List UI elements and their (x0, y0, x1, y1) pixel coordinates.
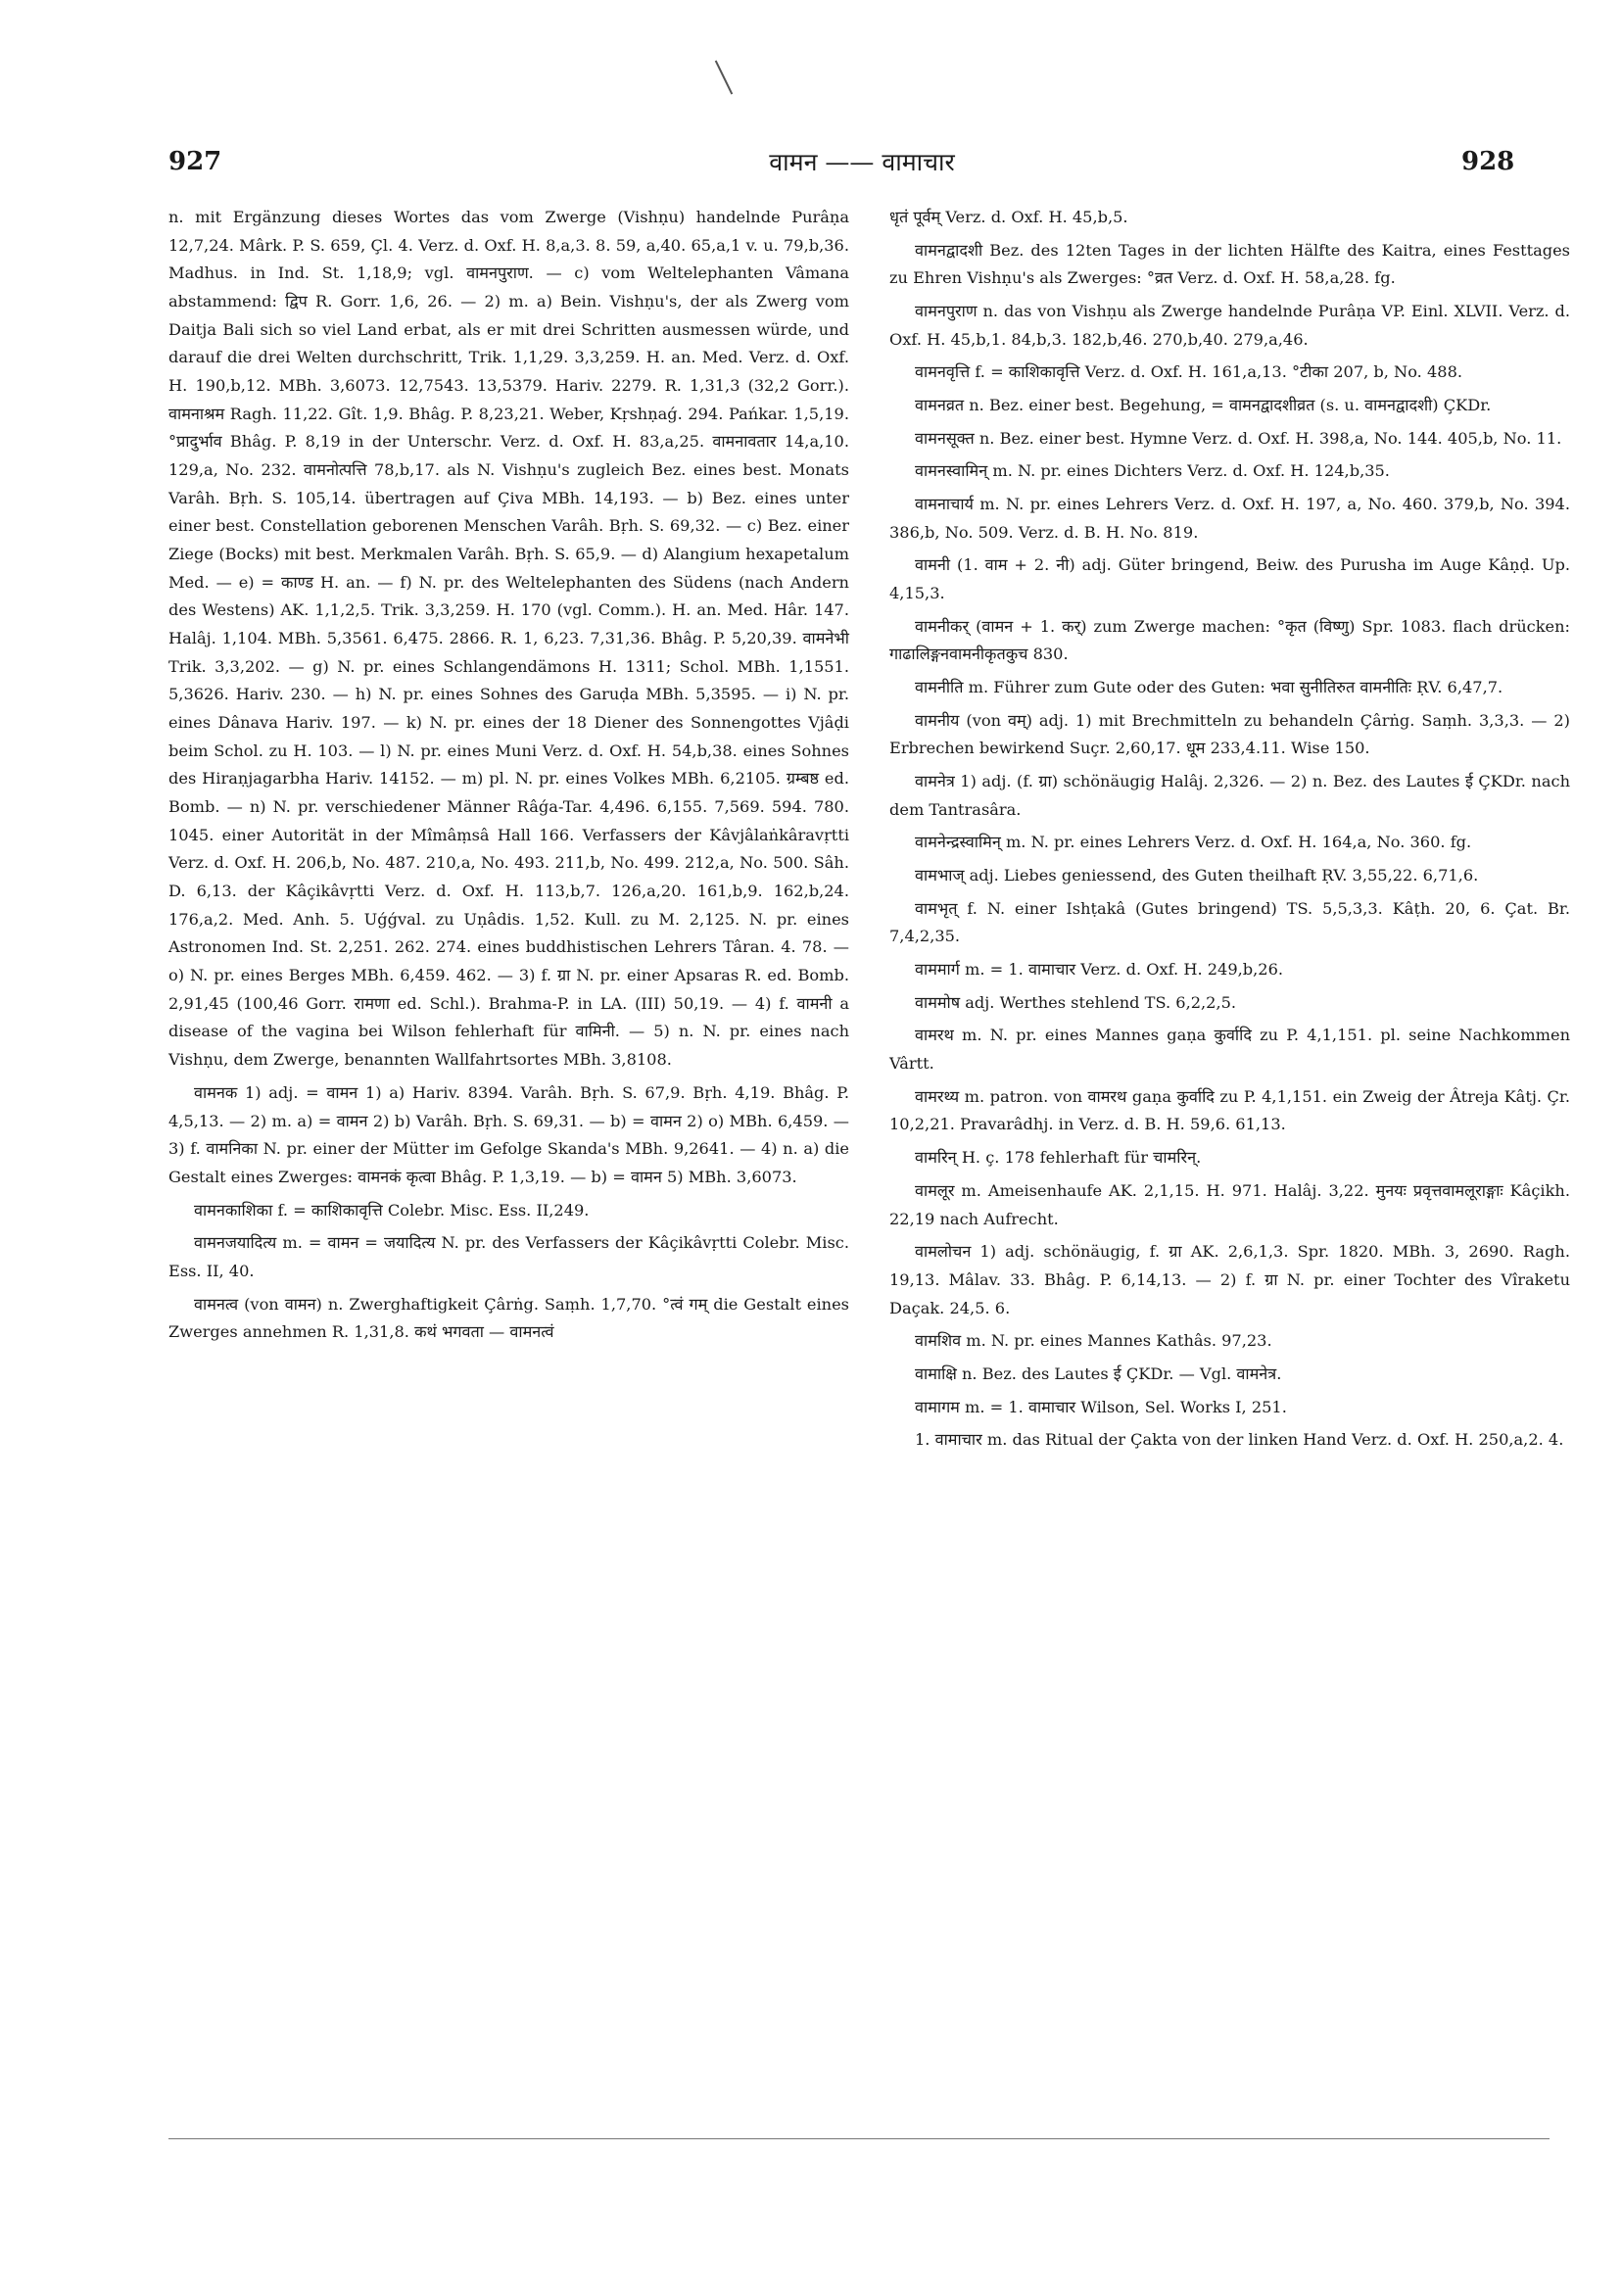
entry: वामनाचार्य m. N. pr. eines Lehrers Verz. d. Oxf. H. 197, a, No. 460. 379,b, No. 394. 386,b, No. 509. Verz. d. B. H. No. 819. (889, 495, 1570, 542)
entry: वामनव्रत n. Bez. einer best. Begehung, = वामनद्वादशीव्रत (s. u. वामनद्वादशी) ÇKDr. (915, 396, 1492, 415)
entry: वामनीति m. Führer zum Gute oder des Guten: भवा सुनीतिरुत वामनीतिः ṚV. 6,47,7. (915, 678, 1503, 697)
entry: वामनीय (von वम्) adj. 1) mit Brechmitteln zu behandeln Çârṅg. Saṃh. 3,3,3. — 2) Erbrechen bewirkend Suçr. 2,60,17. धूम 233,4.11. Wise 150. (889, 710, 1570, 758)
entry: वामनद्वादशी Bez. des 12ten Tages in der lichten Hälfte des Kaitra, eines Festtages zu Ehren Vishṇu's als Zwerges: °व्रत Verz. d. Oxf. H. 58,a,28. fg. (889, 240, 1570, 288)
entry: वामनपुराण n. das von Vishṇu als Zwerge handelnde Purâṇa VP. Einl. XLVII. Verz. d. Oxf. H. 45,b,1. 84,b,3. 182,b,46. 270,b,40. 279,a,46. (889, 302, 1570, 349)
entry: वामनसूक्त n. Bez. einer best. Hymne Verz. d. Oxf. H. 398,a, No. 144. 405,b, No. 11. (915, 428, 1562, 448)
entry: वामनकाशिका f. = काशिकावृत्ति Colebr. Misc. Ess. II,249. (194, 1200, 590, 1220)
left-column (168, 204, 849, 1352)
entry: n. mit Ergänzung dieses Wortes das vom Zwerge (Vishṇu) handelnde Purâṇa 12,7,24. Mârk. P. S. 659, Çl. 4. Verz. d. Oxf. H. 8,a,3. 8. 59, a,40. 65,a,1 v. u. 79,b,36. Madhus. in Ind. St. 1,18,9; vgl. वामनपुराण. — c) vom Weltelephanten Vâmana abstammend: द्विप R. Gorr. 1,6, 26. — 2) m. a) Bein. Vishṇu's, der als Zwerg vom Daitja Bali sich so viel Land erbat, als er mit drei Schritten ausmessen würde, und darauf die drei Welten durchschritt, Trik. 1,1,29. 3,3,259. H. an. Med. Verz. d. Oxf. H. 190,b,12. MBh. 3,6073. 12,7543. 13,5379. Hariv. 2279. R. 1,31,3 (32,2 Gorr.). वामनाश्रम Ragh. 11,22. Gît. 1,9. Bhâg. P. 8,23,21. Weber, Kṛshṇaǵ. 294. Pańkar. 1,5,19. °प्रादुर्भाव Bhâg. P. 8,19 in der Unterschr. Verz. d. Oxf. H. 83,a,25. वामनावतार 14,a,10. 129,a, No. 232. वामनोत्पत्ति 78,b,17. als N. Vishṇu's zugleich Bez. eines best. Monats Varâh. Bṛh. S. 105,14. übertragen auf Çiva MBh. 14,193. — b) Bez. eines unter einer best. Constellation geborenen Menschen Varâh. Bṛh. S. 69,32. — c) Bez. einer Ziege (Bocks) mit best. Merkmalen Varâh. Bṛh. S. 65,9. — d) Alangium hexapetalum Med. — e) = काण्ड H. an. — f) N. pr. des Weltelephanten des Südens (nach Andern des Westens) AK. 1,1,2,5. Trik. 3,3,259. H. 170 (vgl. Comm.). H. an. Med. Hâr. 147. Halâj. 1,104. MBh. 5,3561. 6,475. 2866. R. 1, 6,23. 7,31,36. Bhâg. P. 5,20,39. वामनेभी Trik. 3,3,202. — g) N. pr. eines Schlangendämons H. 1311; Schol. MBh. 1,1551. 5,3626. Hariv. 230. — h) N. pr. eines Sohnes des Garuḍa MBh. 5,3595. — i) N. pr. eines Dânava Hariv. 197. — k) N. pr. eines der 18 Diener des Sonnengottes Vjâḍi beim Schol. zu H. 103. — l) N. pr. eines Muni Verz. d. Oxf. H. 54,b,38. eines Sohnes des Hiraṇjagarbha Hariv. 14152. — m) pl. N. pr. eines Volkes MBh. 6,2105. ग्रम्बष्ठ ed. Bomb. — n) N. pr. verschiedener Männer Râǵa-Tar. 4,496. 6,155. 7,569. 594. 780. 1045. einer Autorität in der Mîmâṃsâ Hall 166. Verfassers der Kâvjâlaṅkâravṛtti Verz. d. Oxf. H. 206,b, No. 487. 210,a, No. 493. 211,b, No. 499. 212,a, No. 500. Sâh. D. 6,13. der Kâçikâvṛtti Verz. d. Oxf. H. 113,b,7. 126,a,20. 161,b,9. 162,b,24. 176,a,2. Med. Anh. 5. Uǵǵval. zu Uṇâdis. 1,52. Kull. zu M. 2,125. N. pr. eines Astronomen Ind. St. 2,251. 262. 274. eines buddhistischen Lehrers Târan. 4. 78. — o) N. pr. eines Berges MBh. 6,459. 462. — 3) f. ग्रा N. pr. einer Apsaras R. ed. Bomb. 2,91,45 (100,46 Gorr. रामणा ed. Schl.). Brahma-P. in LA. (III) 50,19. — 4) f. वामनी a disease of the vagina bei Wilson fehlerhaft für वामिनी. — 5) n. N. pr. eines nach Vishṇu, dem Zwerge, benannten Wallfahrtsortes MBh. 3,8108. (168, 208, 849, 1070)
entry: वामरथ्य m. patron. von वामरथ gaṇa कुर्वादि zu P. 4,1,151. ein Zweig der Âtreja Kâtj. Çr. 10,2,21. Pravarâdhj. in Verz. d. B. H. 59,6. 61,13. (889, 1086, 1570, 1134)
entry: वामनक 1) adj. = वामन 1) a) Hariv. 8394. Varâh. Bṛh. S. 67,9. Bṛh. 4,19. Bhâg. P. 4,5,13. — 2) m. a) = वामन 2) b) Varâh. Bṛh. S. 69,31. — b) = वामन 2) o) MBh. 6,459. — 3) f. वामनिका N. pr. einer der Mütter im Gefolge Skanda's MBh. 9,2641. — 4) n. a) die Gestalt eines Zwerges: वामनकं कृत्वा Bhâg. P. 1,3,19. — b) = वामन 5) MBh. 3,6073. (168, 1082, 849, 1186)
scan-mark (715, 60, 733, 94)
entry: वामागम m. = 1. वामाचार Wilson, Sel. Works I, 251. (915, 1397, 1287, 1416)
entry: वामलोचन 1) adj. schönäugig, f. ग्रा AK. 2,6,1,3. Spr. 1820. MBh. 3, 2690. Ragh. 19,13. Mâlav. 33. Bhâg. P. 6,14,13. — 2) f. ग्रा N. pr. einer Tochter des Vîraketu Daçak. 24,5. 6. (889, 1242, 1570, 1317)
entry: वामशिव m. N. pr. eines Mannes Kathâs. 97,23. (915, 1331, 1272, 1351)
running-headword: वामन —— वामाचार (769, 148, 955, 176)
bottom-rule (168, 2138, 1550, 2139)
entry: वाममार्ग m. = 1. वामाचार Verz. d. Oxf. H. 249,b,26. (915, 960, 1284, 980)
entry: वामनत्व (von वामन) n. Zwerghaftigkeit Çârṅg. Saṃh. 1,7,70. °त्वं गम् die Gestalt eines Zwerges annehmen R. 1,31,8. कथं भगवता — वामनत्वं (168, 1294, 849, 1342)
entry: वामनजयादित्य m. = वामन = जयादित्य N. pr. des Verfassers der Kâçikâvṛtti Colebr. Misc. Ess. II, 40. (168, 1233, 849, 1280)
entry: वाममोष adj. Werthes stehlend TS. 6,2,2,5. (915, 992, 1237, 1012)
entry: 1. वामाचार m. das Ritual der Çakta von der linken Hand Verz. d. Oxf. H. 250,a,2. 4. (915, 1430, 1564, 1450)
entry: वामनी (1. वाम + 2. नी) adj. Güter bringend, Beiw. des Purusha im Auge Kâṇḍ. Up. 4,15,3. (889, 555, 1570, 603)
right-column (889, 204, 1570, 1459)
entry: वामलूर m. Ameisenhaufe AK. 2,1,15. H. 971. Halâj. 3,22. मुनयः प्रवृत्तवामलूराङ्गाः Kâçikh. 22,19 nach Aufrecht. (889, 1180, 1570, 1228)
entry: वामरथ m. N. pr. eines Mannes gaṇa कुर्वादि zu P. 4,1,151. pl. seine Nachkommen Vârtt. (889, 1026, 1570, 1074)
entry: वामभाज् adj. Liebes geniessend, des Guten theilhaft ṚV. 3,55,22. 6,71,6. (915, 866, 1479, 885)
entry: धृतं पूर्वम् Verz. d. Oxf. H. 45,b,5. (889, 208, 1128, 226)
page-number-right: 928 (1461, 147, 1515, 176)
entry: वामरिन् H. ç. 178 fehlerhaft für चामरिन्. (915, 1148, 1202, 1168)
entry: वामाक्षि n. Bez. des Lautes ई ÇKDr. — Vgl. वामनेत्र. (915, 1363, 1282, 1383)
entry: वामनवृत्ति f. = काशिकावृत्ति Verz. d. Oxf. H. 161,a,13. °टीका 207, b, No. 488. (915, 362, 1463, 382)
entry: वामनीकर् (वामन + 1. कर्) zum Zwerge machen: °कृत (विष्णु) Spr. 1083. flach drücken: गाढालिङ्गनवामनीकृतकुच 830. (889, 616, 1570, 664)
entry: वामनेत्र 1) adj. (f. ग्रा) schönäugig Halâj. 2,326. — 2) n. Bez. des Lautes ई ÇKDr. nach dem Tantrasâra. (889, 772, 1570, 819)
page-number-left: 927 (168, 147, 222, 176)
entry: वामनस्वामिन् m. N. pr. eines Dichters Verz. d. Oxf. H. 124,b,35. (915, 461, 1390, 481)
entry: वामनेन्द्रस्वामिन् m. N. pr. eines Lehrers Verz. d. Oxf. H. 164,a, No. 360. fg. (915, 833, 1472, 852)
entry: वामभृत् f. N. einer Ishṭakâ (Gutes bringend) TS. 5,5,3,3. Kâṭh. 20, 6. Çat. Br. 7,4,2,35. (889, 898, 1570, 946)
